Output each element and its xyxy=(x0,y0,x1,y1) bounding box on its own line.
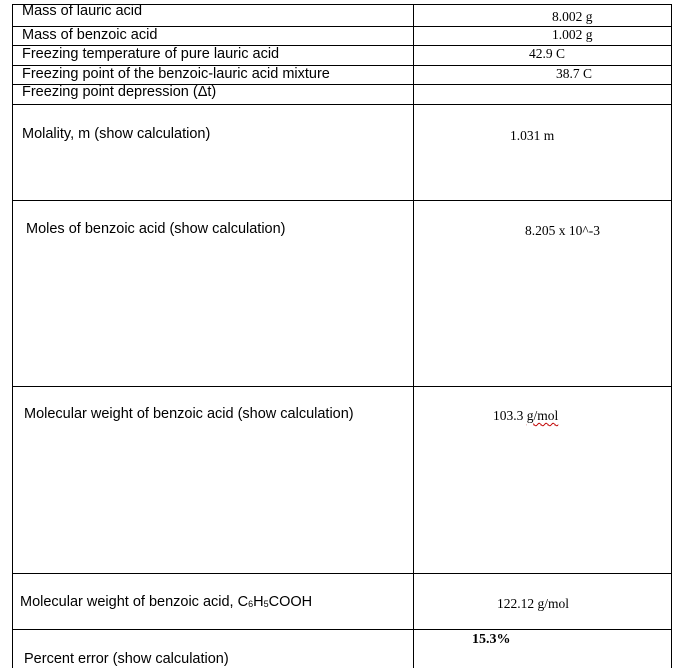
row-label-freezing-pure: Freezing temperature of pure lauric acid xyxy=(22,46,280,62)
row-label-molality: Molality, m (show calculation) xyxy=(22,126,211,142)
col-border-left xyxy=(12,4,13,668)
row-border xyxy=(12,386,672,387)
row-value-moles-benzoic: 8.205 x 10^-3 xyxy=(525,223,600,238)
row-value-mass-lauric: 8.002 g xyxy=(552,9,593,24)
row-label-mw-calc: Molecular weight of benzoic acid (show calculation) xyxy=(24,406,354,422)
mw-actual-label-post: COOH xyxy=(268,594,313,610)
col-border-mid xyxy=(413,4,414,668)
row-value-freezing-mixture: 38.7 C xyxy=(556,66,593,81)
mw-actual-label-pre: Molecular weight of benzoic acid, C xyxy=(20,594,249,610)
row-value-percent-error: 15.3% xyxy=(472,632,511,647)
row-value-molality: 1.031 m xyxy=(510,128,555,143)
row-label-mw-actual xyxy=(20,595,312,612)
row-label-percent-error: Percent error (show calculation) xyxy=(24,651,229,667)
mw-actual-sub-5: 5 xyxy=(263,599,269,609)
mw-calc-number: 103.3 xyxy=(493,408,527,423)
row-label-moles-benzoic: Moles of benzoic acid (show calculation) xyxy=(26,221,286,237)
row-label-mass-lauric: Mass of lauric acid xyxy=(22,3,143,19)
row-border xyxy=(12,629,672,630)
col-border-right xyxy=(671,4,672,668)
row-label-freezing-mixture: Freezing point of the benzoic-lauric acid mixture xyxy=(22,66,330,82)
row-label-mass-benzoic: Mass of benzoic acid xyxy=(22,27,158,43)
row-border xyxy=(12,104,672,105)
row-border xyxy=(12,573,672,574)
mw-actual-label-mid: H xyxy=(253,594,264,610)
row-value-mass-benzoic: 1.002 g xyxy=(552,27,593,42)
row-value-mw-calc xyxy=(493,409,558,423)
row-value-freezing-pure: 42.9 C xyxy=(529,46,566,61)
row-label-freezing-depression: Freezing point depression (Δt) xyxy=(22,84,217,100)
mw-actual-sub-6: 6 xyxy=(248,599,254,609)
mw-calc-unit: g/mol xyxy=(526,408,559,423)
row-value-mw-actual: 122.12 g/mol xyxy=(497,596,570,611)
row-border xyxy=(12,200,672,201)
